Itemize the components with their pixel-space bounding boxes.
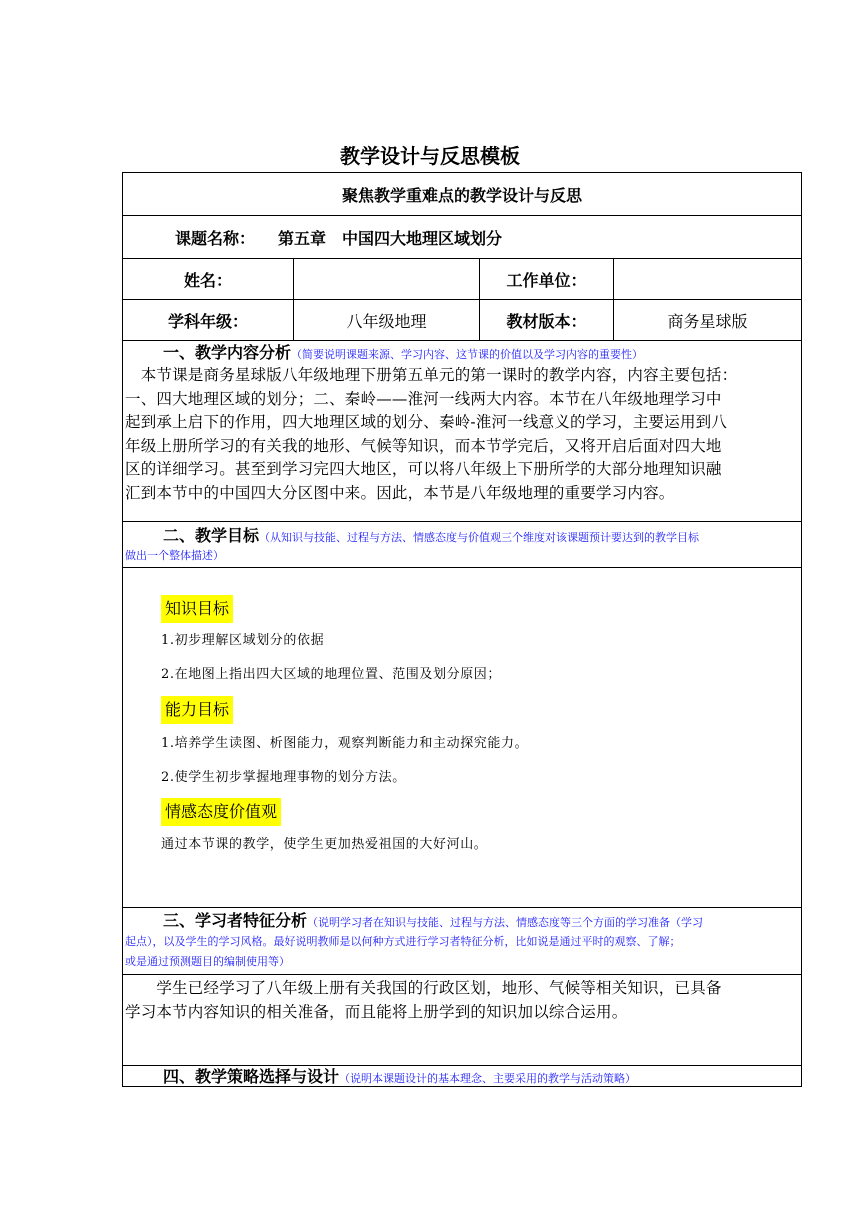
section-note: （说明学习者在知识与技能、过程与方法、情感态度等三个方面的学习准备（学习	[307, 916, 704, 929]
topic-label: 课题名称：	[175, 228, 256, 248]
knowledge-goal-heading: 知识目标	[161, 595, 233, 623]
goal-item: 1.培养学生读图、析图能力，观察判断能力和主动探究能力。	[161, 736, 529, 751]
section-teaching-goals-body	[123, 567, 801, 907]
name-value[interactable]	[293, 259, 479, 299]
section-note: （说明本课题设计的基本理念、主要采用的教学与活动策略）	[339, 1072, 637, 1085]
design-table	[122, 172, 802, 1087]
subtitle-row	[123, 173, 801, 215]
text-line: 汇到本节中的中国四大分区图中来。因此，本节是八年级地理的重要学习内容。	[125, 483, 675, 502]
section-learner-analysis-body	[123, 974, 801, 1065]
section-title: 三、学习者特征分析	[163, 911, 308, 930]
goal-item: 2.在地图上指出四大区域的地理位置、范围及划分原因；	[161, 667, 502, 682]
name-row	[123, 258, 801, 299]
text-line: 学生已经学习了八年级上册有关我国的行政区划，地形、气候等相关知识，已具备	[125, 979, 722, 997]
content-analysis-text	[125, 364, 801, 505]
unit-value[interactable]	[613, 259, 801, 299]
section-note-continued: 做出一个整体描述）	[125, 549, 224, 562]
section-note: （简要说明课题来源、学习内容、这节课的价值以及学习内容的重要性）	[291, 348, 644, 361]
grade-row	[123, 299, 801, 340]
edition-value: 商务星球版	[613, 300, 801, 340]
section-heading	[123, 342, 801, 366]
section-content-analysis	[123, 340, 801, 521]
attitude-goal-heading: 情感态度价值观	[161, 798, 281, 826]
topic-value: 第五章 中国四大地理区域划分	[278, 228, 503, 248]
text-line: 年级上册所学习的有关我的地形、气候等知识，而本节学完后，又将开启后面对四大地	[125, 436, 722, 455]
goal-item: 2.使学生初步掌握地理事物的划分方法。	[161, 770, 406, 785]
section-note-continued	[125, 932, 681, 972]
text-line: 一、四大地理区域的划分；二、秦岭——淮河一线两大内容。本节在八年级地理学习中	[125, 389, 722, 408]
section-title: 一、教学内容分析	[163, 343, 292, 362]
goal-item: 1.初步理解区域划分的依据	[161, 633, 325, 648]
section-learner-analysis-header	[123, 907, 801, 974]
learner-analysis-text	[125, 977, 801, 1024]
grade-value: 八年级地理	[293, 300, 479, 340]
section-heading	[123, 1066, 801, 1090]
text-line: 本节课是商务星球版八年级地理下册第五单元的第一课时的教学内容，内容主要包括：	[125, 366, 738, 384]
text-line: 学习本节内容知识的相关准备，而且能将上册学到的知识加以综合运用。	[125, 1002, 628, 1021]
note-line: 或是通过预测题目的编制使用等）	[125, 955, 290, 968]
section-title: 四、教学策略选择与设计	[163, 1067, 340, 1086]
document-title: 教学设计与反思模板	[340, 144, 520, 168]
section-heading	[123, 910, 801, 934]
text-line: 区的详细学习。甚至到学习完四大地区，可以将八年级上下册所学的大部分地理知识融	[125, 460, 722, 478]
grade-label: 学科年级：	[167, 311, 248, 331]
section-heading	[123, 525, 801, 549]
name-label: 姓名：	[183, 270, 232, 290]
ability-goal-heading: 能力目标	[161, 696, 233, 724]
unit-label: 工作单位：	[479, 259, 613, 299]
text-line: 起到承上启下的作用，四大地理区域的划分、秦岭-淮河一线意义的学习，主要运用到八	[125, 413, 728, 431]
note-line: 起点），以及学生的学习风格。最好说明教师是以何种方式进行学习者特征分析，比如说是通过平时的观察、了解；	[125, 935, 681, 948]
goal-item: 通过本节课的教学，使学生更加热爱祖国的大好河山。	[161, 837, 488, 852]
section-teaching-goals-header	[123, 521, 801, 567]
edition-label: 教材版本：	[479, 300, 613, 340]
section-title: 二、教学目标	[163, 526, 260, 545]
table-subtitle: 聚焦教学重难点的教学设计与反思	[341, 185, 582, 205]
section-note: （从知识与技能、过程与方法、情感态度与价值观三个维度对该课题预计要达到的教学目标	[259, 531, 700, 544]
topic-row	[123, 215, 801, 258]
section-strategy-header	[123, 1065, 801, 1088]
